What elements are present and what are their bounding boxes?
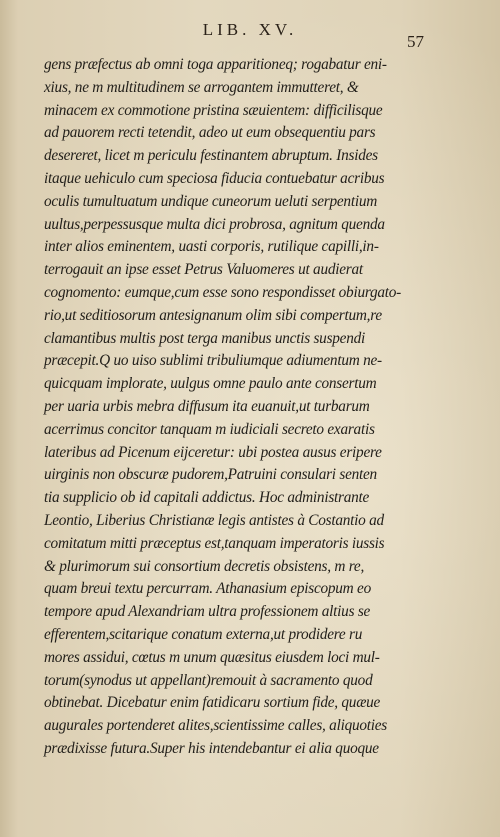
text-line: lateribus ad Picenum eijceretur: ubi postea ausus eripere [44,443,382,461]
text-line: quicquam implorate, uulgus omne paulo ante consertum [44,375,377,393]
text-line: & plurimorum sui consortium decretis obsistens, m re, [44,557,365,575]
text-line: uultus,perpessusque multa dici probrosa, agnitum quenda [44,215,385,233]
text-line: tia supplicio ob id capitali addictus. Hoc administrante [44,489,370,507]
text-line: oculis tumultuatum undique cuneorum ueluti serpentium [44,192,378,210]
text-line: comitatum mitti præceptus est,tanquam imperatoris iussis [44,534,385,552]
text-line: ad pauorem recti tetendit, adeo ut eum obsequentiu pars [44,124,376,142]
text-line: efferentem,scitarique conatum externa,ut prodidere ru [44,625,363,643]
text-line: clamantibus multis post terga manibus unctis suspendi [44,329,366,347]
text-line: cognomento: eumque,cum esse sono respondisset obiurgato- [44,283,402,301]
text-line: præcepit.Q uo uiso sublimi tribuliumque adiumentum ne- [44,352,382,370]
text-line: terrogauit an ipse esset Petrus Valuomeres ut audierat [44,261,363,279]
text-line: minacem ex commotione pristina sæuientem: difficilisque [44,101,383,119]
text-line: quam breui textu percurram. Athanasium episcopum eo [44,580,371,598]
text-line: xius, ne m multitudinem se arrogantem immutteret, & [44,78,359,96]
body-text [44,54,424,761]
running-header: LIB. XV. [202,20,298,39]
text-line: prædixisse futura.Super his intendebantur ei alia quoque [44,739,379,757]
text-line: obtinebat. Dicebatur enim fatidicaru sortium fide, quæue [44,694,381,712]
text-line: gens præfectus ab omni toga apparitioneq; rogabatur eni- [44,56,387,73]
text-line: per uaria urbis mebra diffusum ita euanuit,ut turbarum [44,397,370,415]
text-line: torum(synodus ut appellant)remouit à sacramento quod [44,671,373,689]
text-line: mores assidui, cœtus m unum quæsitus eiusdem loci mul- [44,648,380,666]
page-number: 57 [407,32,424,51]
text-line: augurales portenderet alites,scientissime calles, aliquoties [44,717,388,735]
text-line: acerrimus concitor tanquam m iudiciali secreto exaratis [44,420,375,438]
text-line: inter alios eminentem, uasti corporis, rutilique capilli,in- [44,238,379,256]
text-line: Leontio, Liberius Christianæ legis antistes à Costantio ad [44,511,384,529]
text-line: rio,ut seditiosorum antesignanum olim sibi compertum,re [44,306,382,324]
text-line: desereret, licet m periculu festinantem abruptum. Insides [44,147,378,165]
text-line: uirginis non obscuræ pudorem,Patruini consulari senten [44,466,377,484]
text-line: itaque uehiculo cum speciosa fiducia contuebatur acribus [44,169,385,187]
text-line: tempore apud Alexandriam ultra professionem altius se [44,603,371,621]
